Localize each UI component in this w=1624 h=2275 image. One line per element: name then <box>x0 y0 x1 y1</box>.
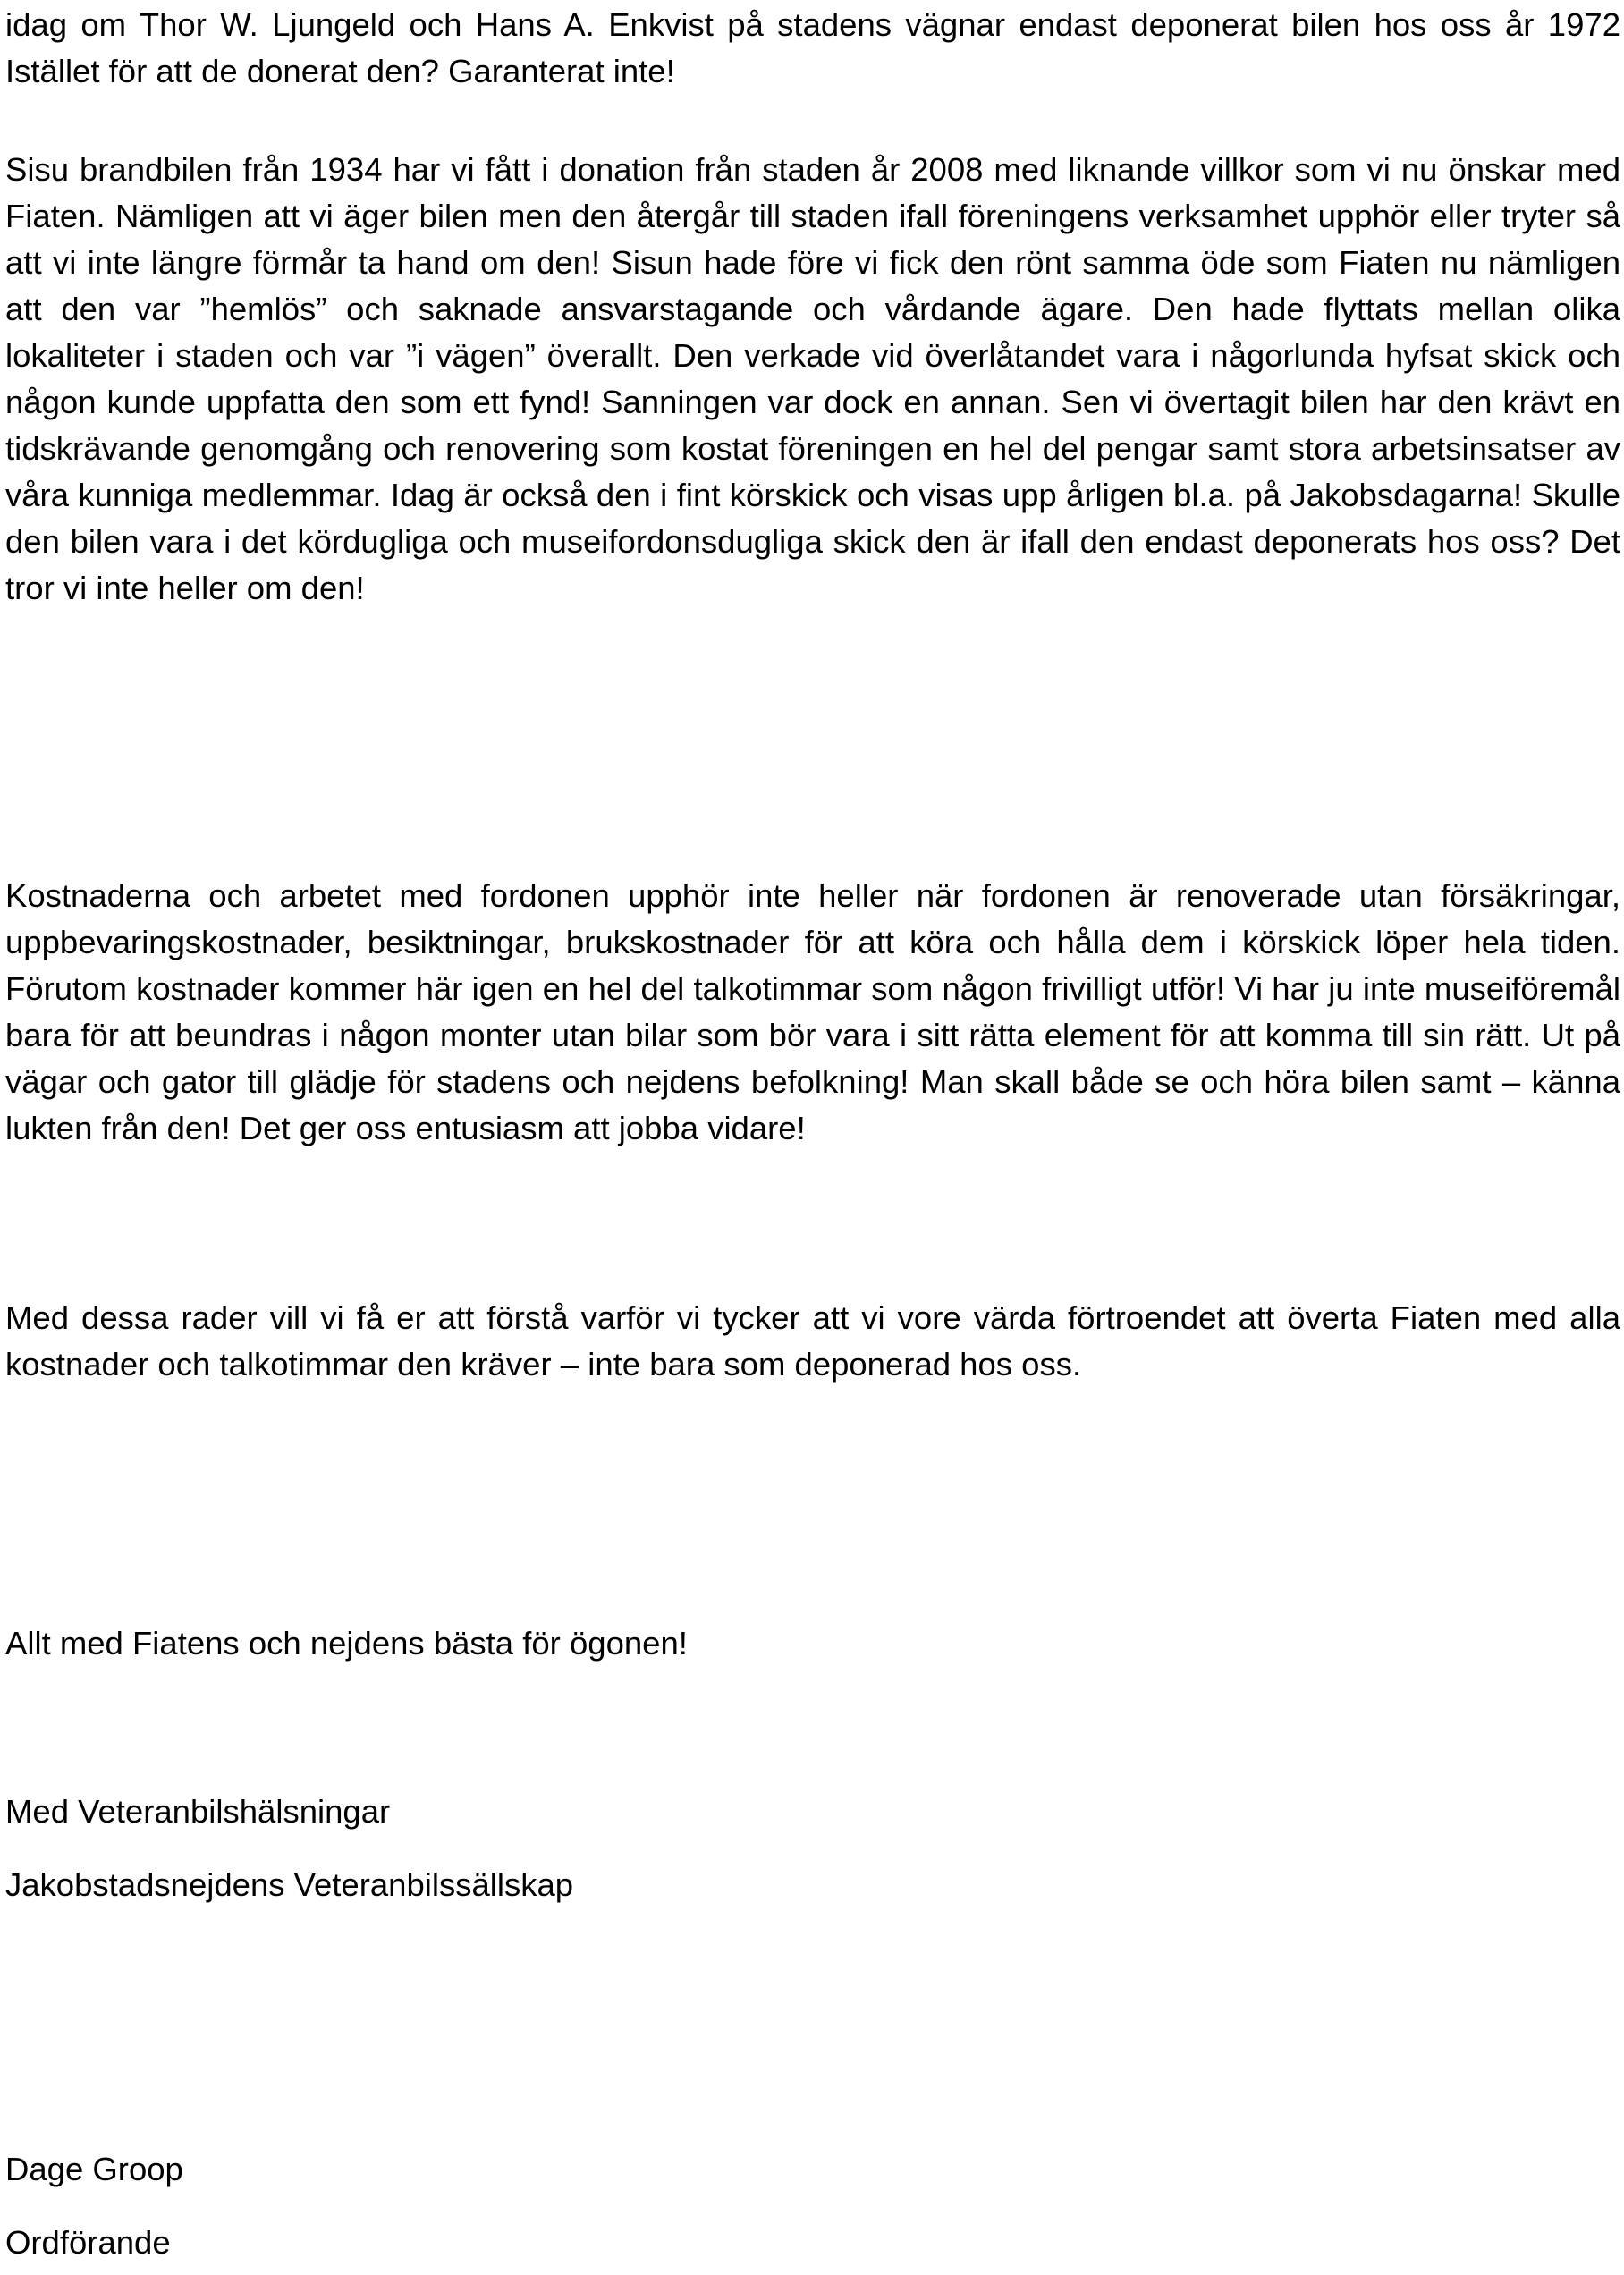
paragraph-ongoing-costs: Kostnaderna och arbetet med fordonen upphör inte heller när fordonen är renoverade utan försäkringar, uppbevaringskostnader, besiktningar, brukskostnader för att köra och hålla dem i körskick löper hela tiden. Förutom kostnader kommer här igen en hel del talkotimmar som någon frivilligt utför! Vi har ju inte museiföremål bara för att beundras i någon monter utan bilar som bör vara i sitt rätta element för att komma till sin rätt. Ut på vägar och gator till glädje för stadens och nejdens befolkning! Man skall både se och höra bilen samt – känna lukten från den! Det ger oss entusiasm att jobba vidare! <box>5 877 1620 1146</box>
greeting-line: Med Veteranbilshälsningar <box>5 1793 391 1830</box>
signer-title: Ordförande <box>5 2224 171 2261</box>
paragraph-deposit-question: idag om Thor W. Ljungeld och Hans A. Enkvist på stadens vägnar endast deponerat bilen hos oss år 1972 Istället för att de donerat den? Garanterat inte! <box>5 6 1620 89</box>
closing-line: Allt med Fiatens och nejdens bästa för ögonen! <box>5 1625 688 1662</box>
paragraph-sisu-firetruck: Sisu brandbilen från 1934 har vi fått i donation från staden år 2008 med liknande villkor som vi nu önskar med Fiaten. Nämligen att vi äger bilen men den återgår till staden ifall föreningens verksamhet upphör eller tryter så att vi inte längre förmår ta hand om den! Sisun hade före vi fick den rönt samma öde som Fiaten nu nämligen att den var ”hemlös” och saknade ansvarstagande och vårdande ägare. Den hade flyttats mellan olika lokaliteter i staden och var ”i vägen” överallt. Den verkade vid överlåtandet vara i någorlunda hyfsat skick och någon kunde uppfatta den som ett fynd! Sanningen var dock en annan. Sen vi övertagit bilen har den krävt en tidskrävande genomgång och renovering som kostat föreningen en hel del pengar samt stora arbetsinsatser av våra kunniga medlemmar. Idag är också den i fint körskick och visas upp årligen bl.a. på Jakobsdagarna! Skulle den bilen vara i det kördugliga och museifordonsdugliga skick den är ifall den endast deponerats hos oss? Det tror vi inte heller om den! <box>5 151 1620 606</box>
signer-name: Dage Groop <box>5 2151 183 2187</box>
paragraph-request: Med dessa rader vill vi få er att förstå varför vi tycker att vi vore värda förtroendet att överta Fiaten med alla kostnader och talkotimmar den kräver – inte bara som deponerad hos oss. <box>5 1299 1620 1383</box>
organization-name: Jakobstadsnejdens Veteranbilssällskap <box>5 1866 574 1903</box>
